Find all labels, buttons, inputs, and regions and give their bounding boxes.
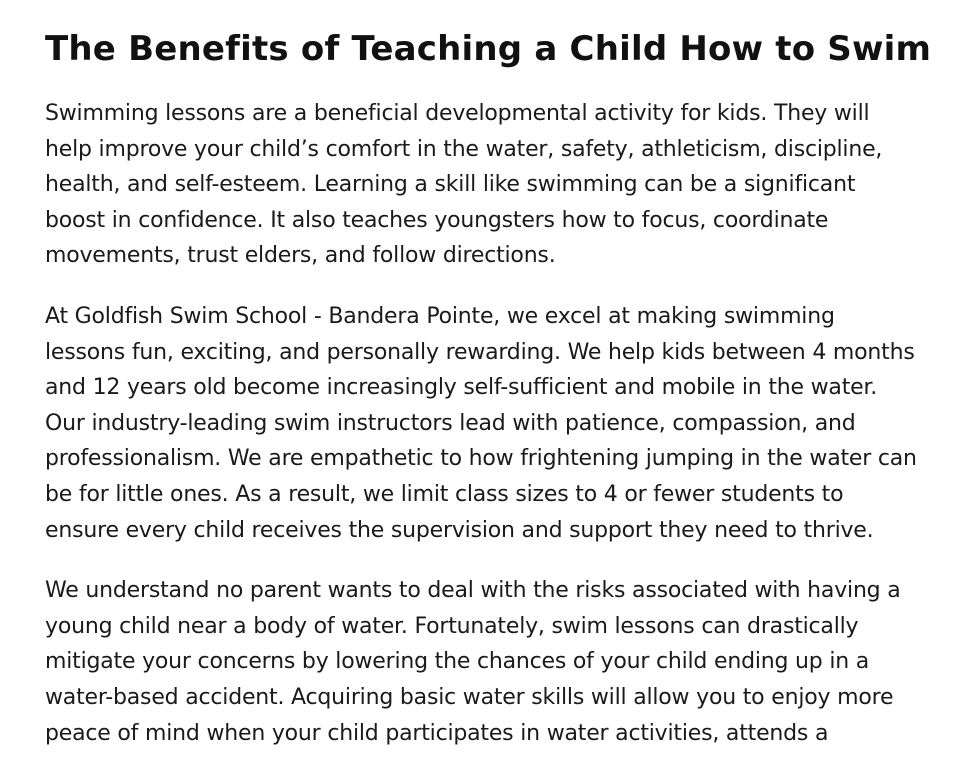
paragraph-line: boost in confidence. It also teaches youngsters how to focus, coordinate	[45, 207, 829, 233]
article-title: The Benefits of Teaching a Child How to Swim	[45, 29, 932, 69]
paragraph-line: and 12 years old become increasingly self-sufficient and mobile in the water.	[45, 375, 878, 401]
article	[45, 24, 975, 751]
paragraph-school	[45, 299, 975, 548]
paragraph-line: water-based accident. Acquiring basic water skills will allow you to enjoy more	[45, 684, 894, 710]
paragraph-line: professionalism. We are empathetic to how frightening jumping in the water can	[45, 446, 917, 472]
paragraph-line: be for little ones. As a result, we limit class sizes to 4 or fewer students to	[45, 481, 844, 507]
paragraph-line: lessons fun, exciting, and personally rewarding. We help kids between 4 months	[45, 339, 915, 365]
paragraph-line: young child near a body of water. Fortunately, swim lessons can drastically	[45, 613, 859, 639]
paragraph-line: help improve your child’s comfort in the water, safety, athleticism, discipline,	[45, 136, 883, 162]
paragraph-line: ensure every child receives the supervision and support they need to thrive.	[45, 517, 874, 543]
paragraph-line: Our industry-leading swim instructors lead with patience, compassion, and	[45, 410, 856, 436]
paragraph-benefits	[45, 96, 975, 274]
paragraph-line: peace of mind when your child participates in water activities, attends a	[45, 720, 829, 746]
paragraph-line: mitigate your concerns by lowering the chances of your child ending up in a	[45, 649, 870, 675]
paragraph-line: Swimming lessons are a beneficial developmental activity for kids. They will	[45, 101, 870, 126]
paragraph-safety	[45, 573, 975, 751]
paragraph-line: At Goldfish Swim School - Bandera Pointe, we excel at making swimming	[45, 303, 835, 329]
paragraph-line: movements, trust elders, and follow directions.	[45, 243, 556, 269]
paragraph-line: health, and self-esteem. Learning a skill like swimming can be a significant	[45, 172, 856, 198]
paragraph-line: We understand no parent wants to deal with the risks associated with having a	[45, 578, 901, 604]
